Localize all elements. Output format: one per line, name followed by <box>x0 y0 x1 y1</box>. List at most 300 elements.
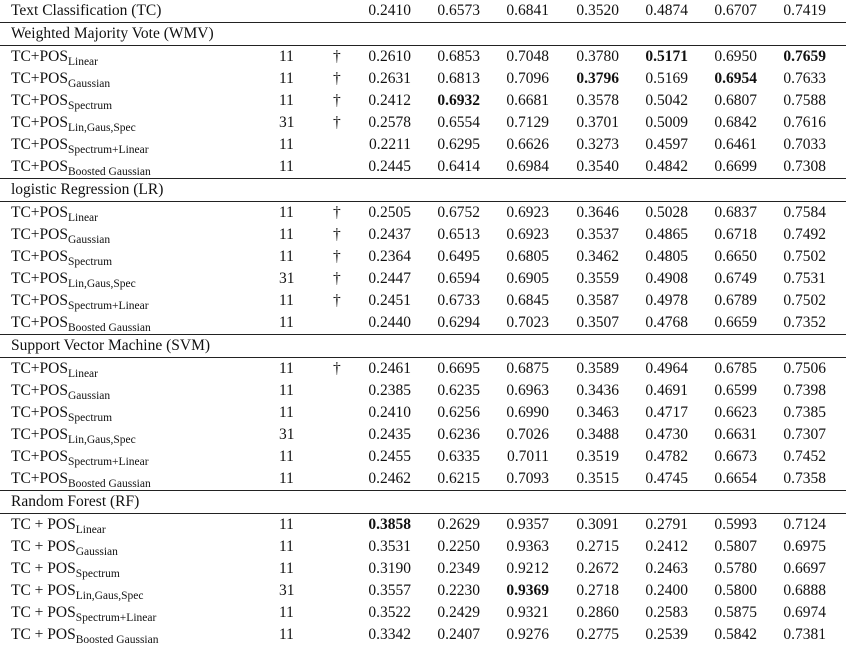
row-padding <box>828 246 846 268</box>
metric-cell: 0.6554 <box>437 114 480 131</box>
row-label <box>0 90 279 112</box>
table-row <box>0 536 846 558</box>
metric-cell: 0.6923 <box>506 226 549 243</box>
metric-cell: 0.2860 <box>576 604 619 621</box>
metric-cell: 0.3796 <box>576 70 619 87</box>
metric-cell: 0.7616 <box>783 114 826 131</box>
row-label <box>0 156 279 179</box>
metric-cell: 0.6681 <box>506 92 549 109</box>
metric-cell: 0.9357 <box>506 516 549 533</box>
metric-cell: 0.2451 <box>368 292 411 309</box>
row-label-subscript: Linear <box>67 368 98 380</box>
metric-cell: 0.7096 <box>506 70 549 87</box>
metric-cell: 0.2539 <box>645 626 688 643</box>
row-label-prefix: TC+POS <box>11 292 68 309</box>
metric-cell: 0.4805 <box>645 248 688 265</box>
metric-cell: 0.6654 <box>714 470 757 487</box>
metric-cell: 0.4865 <box>645 226 688 243</box>
metric-cell: 0.4874 <box>645 2 688 19</box>
metric-cell: 0.6461 <box>714 136 757 153</box>
row-label <box>0 202 279 225</box>
metric-cell: 0.5875 <box>714 604 757 621</box>
metric-cell: 0.6718 <box>714 226 757 243</box>
metric-cell: 0.2629 <box>437 516 480 533</box>
row-padding <box>828 156 846 179</box>
significance-marker <box>333 514 360 537</box>
row-label-prefix: TC+POS <box>11 382 68 399</box>
metric-cell: 0.6294 <box>437 314 480 331</box>
row-padding <box>828 290 846 312</box>
row-label <box>0 0 279 23</box>
significance-marker <box>333 134 360 156</box>
table-row <box>0 68 846 90</box>
significance-marker <box>333 156 360 179</box>
metric-cell: 0.7129 <box>506 114 549 131</box>
row-label-prefix: TC+POS <box>11 70 68 87</box>
metric-cell: 0.4978 <box>645 292 688 309</box>
row-padding <box>828 358 846 381</box>
param-count-cell: 11 <box>279 560 294 577</box>
table-row <box>0 424 846 446</box>
row-label-prefix: TC + POS <box>11 582 76 599</box>
metric-cell: 0.2505 <box>368 204 411 221</box>
metric-cell: 0.3578 <box>576 92 619 109</box>
param-count-cell <box>279 0 333 23</box>
row-label-subscript: Boosted Gaussian <box>67 166 151 178</box>
metric-cell: 0.6807 <box>714 92 757 109</box>
row-label <box>0 68 279 90</box>
metric-cell: 0.6875 <box>506 360 549 377</box>
param-count-cell: 11 <box>279 136 294 153</box>
metric-cell: 0.7659 <box>783 48 826 65</box>
metric-cell: 0.7124 <box>783 516 826 533</box>
param-count-cell: 11 <box>279 516 294 533</box>
metric-cell: 0.6950 <box>714 48 757 65</box>
metric-cell: 0.6215 <box>437 470 480 487</box>
metric-cell: 0.7398 <box>783 382 826 399</box>
metric-cell: 0.2631 <box>368 70 411 87</box>
row-padding <box>828 602 846 624</box>
row-padding <box>828 46 846 69</box>
param-count-cell: 11 <box>279 158 294 175</box>
row-label-subscript: Linear <box>75 524 106 536</box>
metric-cell: 0.6805 <box>506 248 549 265</box>
metric-cell: 0.4842 <box>645 158 688 175</box>
row-label-prefix: TC+POS <box>11 158 68 175</box>
row-label-prefix: TC+POS <box>11 48 68 65</box>
metric-cell: 0.6963 <box>506 382 549 399</box>
significance-marker: † <box>333 204 341 221</box>
row-label <box>0 312 279 335</box>
table-row <box>0 134 846 156</box>
metric-cell: 0.4964 <box>645 360 688 377</box>
metric-cell: 0.2435 <box>368 426 411 443</box>
row-label-subscript: Spectrum <box>67 100 113 112</box>
metric-cell: 0.7584 <box>783 204 826 221</box>
metric-cell: 0.6573 <box>437 2 480 19</box>
metric-cell: 0.6932 <box>437 92 480 109</box>
metric-cell: 0.2462 <box>368 470 411 487</box>
metric-cell: 0.3091 <box>576 516 619 533</box>
row-padding <box>828 68 846 90</box>
metric-cell: 0.4691 <box>645 382 688 399</box>
metric-cell: 0.2447 <box>368 270 411 287</box>
row-label-prefix: TC+POS <box>11 470 68 487</box>
metric-cell: 0.5842 <box>714 626 757 643</box>
metric-cell: 0.7502 <box>783 292 826 309</box>
row-label-prefix: TC+POS <box>11 248 68 265</box>
row-label-subscript: Gaussian <box>67 390 111 402</box>
metric-cell: 0.9212 <box>506 560 549 577</box>
row-label <box>0 624 279 646</box>
param-count-cell: 11 <box>279 404 294 421</box>
metric-cell: 0.2440 <box>368 314 411 331</box>
metric-cell: 0.2410 <box>368 404 411 421</box>
param-count-cell: 11 <box>279 70 294 87</box>
row-padding <box>828 90 846 112</box>
metric-cell: 0.2407 <box>437 626 480 643</box>
metric-cell: 0.6974 <box>783 604 826 621</box>
table-row <box>0 580 846 602</box>
metric-cell: 0.6626 <box>506 136 549 153</box>
metric-cell: 0.6335 <box>437 448 480 465</box>
row-label <box>0 46 279 69</box>
row-label-prefix: TC+POS <box>11 204 68 221</box>
table-row <box>0 312 846 335</box>
metric-cell: 0.6599 <box>714 382 757 399</box>
param-count-cell: 11 <box>279 360 294 377</box>
significance-marker: † <box>333 270 341 287</box>
significance-marker <box>333 312 360 335</box>
metric-cell: 0.7358 <box>783 470 826 487</box>
row-label-prefix: TC + POS <box>11 538 76 555</box>
significance-marker <box>333 402 360 424</box>
row-padding <box>828 134 846 156</box>
metric-cell: 0.6623 <box>714 404 757 421</box>
metric-cell: 0.6888 <box>783 582 826 599</box>
significance-marker <box>333 558 360 580</box>
section-title: Support Vector Machine (SVM) <box>0 335 846 358</box>
param-count-cell: 11 <box>279 448 294 465</box>
metric-cell: 0.6495 <box>437 248 480 265</box>
param-count-cell: 11 <box>279 382 294 399</box>
row-label-subscript: Boosted Gaussian <box>67 322 151 334</box>
row-label <box>0 290 279 312</box>
row-label-subscript: Lin,Gaus,Spec <box>67 122 136 134</box>
row-padding <box>828 268 846 290</box>
metric-cell: 0.6752 <box>437 204 480 221</box>
row-padding <box>828 424 846 446</box>
row-label-prefix: TC + POS <box>11 516 76 533</box>
metric-cell: 0.7308 <box>783 158 826 175</box>
param-count-cell: 11 <box>279 292 294 309</box>
row-label <box>0 580 279 602</box>
metric-cell: 0.6697 <box>783 560 826 577</box>
row-label-subscript: Spectrum <box>67 256 113 268</box>
metric-cell: 0.2775 <box>576 626 619 643</box>
significance-marker: † <box>333 226 341 243</box>
metric-cell: 0.9369 <box>506 582 549 599</box>
section-title: Weighted Majority Vote (WMV) <box>0 23 846 46</box>
table-row <box>0 156 846 179</box>
table-row <box>0 402 846 424</box>
significance-marker <box>333 624 360 646</box>
metric-cell: 0.6845 <box>506 292 549 309</box>
row-label-prefix: TC+POS <box>11 360 68 377</box>
metric-cell: 0.7033 <box>783 136 826 153</box>
metric-cell: 0.2791 <box>645 516 688 533</box>
param-count-cell: 11 <box>279 314 294 331</box>
row-label <box>0 602 279 624</box>
row-padding <box>828 202 846 225</box>
metric-cell: 0.2461 <box>368 360 411 377</box>
section-header-row <box>0 23 846 46</box>
row-label-subscript: Spectrum+Linear <box>67 144 149 156</box>
metric-cell: 0.2412 <box>368 92 411 109</box>
row-padding <box>828 536 846 558</box>
metric-cell: 0.2455 <box>368 448 411 465</box>
metric-cell: 0.7093 <box>506 470 549 487</box>
metric-cell: 0.2364 <box>368 248 411 265</box>
metric-cell: 0.3436 <box>576 382 619 399</box>
metric-cell: 0.7633 <box>783 70 826 87</box>
row-padding <box>828 224 846 246</box>
metric-cell: 0.3780 <box>576 48 619 65</box>
metric-cell: 0.5780 <box>714 560 757 577</box>
row-label <box>0 358 279 381</box>
metric-cell: 0.6749 <box>714 270 757 287</box>
row-label <box>0 112 279 134</box>
param-count-cell: 11 <box>279 626 294 643</box>
metric-cell: 0.7531 <box>783 270 826 287</box>
metric-cell: 0.6954 <box>714 70 757 87</box>
significance-marker: † <box>333 48 341 65</box>
metric-cell: 0.6650 <box>714 248 757 265</box>
param-count-cell: 11 <box>279 248 294 265</box>
significance-marker <box>333 602 360 624</box>
metric-cell: 0.6236 <box>437 426 480 443</box>
metric-cell: 0.3520 <box>576 2 619 19</box>
metric-cell: 0.6513 <box>437 226 480 243</box>
row-padding <box>828 580 846 602</box>
row-label-prefix: TC + POS <box>11 604 76 621</box>
metric-cell: 0.2437 <box>368 226 411 243</box>
metric-cell: 0.3488 <box>576 426 619 443</box>
row-label-prefix: TC+POS <box>11 314 68 331</box>
metric-cell: 0.2429 <box>437 604 480 621</box>
row-label-subscript: Spectrum+Linear <box>75 612 157 624</box>
row-padding <box>828 0 846 23</box>
row-label-subscript: Gaussian <box>67 78 111 90</box>
significance-marker <box>333 536 360 558</box>
metric-cell: 0.7588 <box>783 92 826 109</box>
row-label-prefix: TC+POS <box>11 114 68 131</box>
metric-cell: 0.6594 <box>437 270 480 287</box>
metric-cell: 0.9363 <box>506 538 549 555</box>
metric-cell: 0.6659 <box>714 314 757 331</box>
metric-cell: 0.3559 <box>576 270 619 287</box>
row-label-prefix: TC+POS <box>11 270 68 287</box>
metric-cell: 0.7419 <box>783 2 826 19</box>
significance-marker: † <box>333 114 341 131</box>
metric-cell: 0.3462 <box>576 248 619 265</box>
metric-cell: 0.4597 <box>645 136 688 153</box>
metric-cell: 0.5042 <box>645 92 688 109</box>
section-header-row <box>0 179 846 202</box>
significance-marker <box>333 446 360 468</box>
metric-cell: 0.6841 <box>506 2 549 19</box>
metric-cell: 0.2410 <box>368 2 411 19</box>
row-label-prefix: TC+POS <box>11 92 68 109</box>
metric-cell: 0.2578 <box>368 114 411 131</box>
metric-cell: 0.3589 <box>576 360 619 377</box>
param-count-cell: 31 <box>279 582 295 599</box>
row-padding <box>828 558 846 580</box>
metric-cell: 0.6695 <box>437 360 480 377</box>
param-count-cell: 11 <box>279 538 294 555</box>
param-count-cell: 11 <box>279 204 294 221</box>
significance-marker <box>333 380 360 402</box>
metric-cell: 0.7502 <box>783 248 826 265</box>
row-label <box>0 380 279 402</box>
row-label-prefix: TC + POS <box>11 626 76 643</box>
metric-cell: 0.6813 <box>437 70 480 87</box>
metric-cell: 0.2250 <box>437 538 480 555</box>
metric-cell: 0.6235 <box>437 382 480 399</box>
row-label <box>0 446 279 468</box>
table-row <box>0 558 846 580</box>
row-label-subscript: Spectrum+Linear <box>67 300 149 312</box>
row-label <box>0 558 279 580</box>
table-row <box>0 380 846 402</box>
param-count-cell: 11 <box>279 604 294 621</box>
metric-cell: 0.5800 <box>714 582 757 599</box>
metric-cell: 0.7307 <box>783 426 826 443</box>
metric-cell: 0.4730 <box>645 426 688 443</box>
metric-cell: 0.7381 <box>783 626 826 643</box>
param-count-cell: 31 <box>279 270 295 287</box>
metric-cell: 0.5993 <box>714 516 757 533</box>
row-label-subscript: Linear <box>67 56 98 68</box>
metric-cell: 0.3646 <box>576 204 619 221</box>
metric-cell: 0.7023 <box>506 314 549 331</box>
row-label-subscript: Linear <box>67 212 98 224</box>
row-label-subscript: Lin,Gaus,Spec <box>75 590 144 602</box>
metric-cell: 0.6853 <box>437 48 480 65</box>
metric-cell: 0.3540 <box>576 158 619 175</box>
metric-cell: 0.6631 <box>714 426 757 443</box>
metric-cell: 0.5807 <box>714 538 757 555</box>
row-label <box>0 402 279 424</box>
metric-cell: 0.2715 <box>576 538 619 555</box>
row-padding <box>828 112 846 134</box>
metric-cell: 0.2230 <box>437 582 480 599</box>
row-label-subscript: Gaussian <box>75 546 118 558</box>
metric-cell: 0.6785 <box>714 360 757 377</box>
significance-marker: † <box>333 248 341 265</box>
table-row <box>0 514 846 537</box>
row-padding <box>828 468 846 491</box>
section-header-row <box>0 335 846 358</box>
table-row <box>0 0 846 23</box>
row-label-prefix: TC+POS <box>11 226 68 243</box>
table-row <box>0 202 846 225</box>
section-header-row <box>0 491 846 514</box>
metric-cell: 0.9276 <box>506 626 549 643</box>
metric-cell: 0.7011 <box>506 448 549 465</box>
table-row <box>0 46 846 69</box>
param-count-cell: 11 <box>279 48 294 65</box>
table-row <box>0 624 846 646</box>
metric-cell: 0.5169 <box>645 70 688 87</box>
metric-cell: 0.6837 <box>714 204 757 221</box>
row-label-prefix: TC + POS <box>11 560 76 577</box>
row-label-prefix: Text Classification (TC) <box>11 2 162 19</box>
metric-cell: 0.3587 <box>576 292 619 309</box>
metric-cell: 0.6984 <box>506 158 549 175</box>
metric-cell: 0.6733 <box>437 292 480 309</box>
row-label-prefix: TC+POS <box>11 136 68 153</box>
metric-cell: 0.6789 <box>714 292 757 309</box>
param-count-cell: 31 <box>279 114 295 131</box>
metric-cell: 0.3515 <box>576 470 619 487</box>
metric-cell: 0.6699 <box>714 158 757 175</box>
row-label <box>0 246 279 268</box>
metric-cell: 0.6707 <box>714 2 757 19</box>
row-label-subscript: Boosted Gaussian <box>67 478 151 490</box>
metric-cell: 0.6295 <box>437 136 480 153</box>
metric-cell: 0.6923 <box>506 204 549 221</box>
metric-cell: 0.7506 <box>783 360 826 377</box>
significance-marker: † <box>333 70 341 87</box>
row-label-subscript: Boosted Gaussian <box>75 634 159 646</box>
metric-cell: 0.6414 <box>437 158 480 175</box>
metric-cell: 0.6842 <box>714 114 757 131</box>
metric-cell: 0.2211 <box>368 136 411 153</box>
significance-marker: † <box>333 92 341 109</box>
metric-cell: 0.3537 <box>576 226 619 243</box>
metric-cell: 0.2445 <box>368 158 411 175</box>
significance-marker: † <box>333 360 341 377</box>
row-label <box>0 514 279 537</box>
row-padding <box>828 446 846 468</box>
row-padding <box>828 402 846 424</box>
row-label <box>0 224 279 246</box>
metric-cell: 0.4908 <box>645 270 688 287</box>
metric-cell: 0.2610 <box>368 48 411 65</box>
table-row <box>0 602 846 624</box>
significance-marker: † <box>333 292 341 309</box>
table-row <box>0 358 846 381</box>
metric-cell: 0.2349 <box>437 560 480 577</box>
row-label-prefix: TC+POS <box>11 426 68 443</box>
row-label-subscript: Spectrum <box>67 412 113 424</box>
metric-cell: 0.6905 <box>506 270 549 287</box>
table-row <box>0 468 846 491</box>
row-label-subscript: Spectrum <box>75 568 120 580</box>
metric-cell: 0.6990 <box>506 404 549 421</box>
param-count-cell: 11 <box>279 470 294 487</box>
section-title: Random Forest (RF) <box>0 491 846 514</box>
row-label-subscript: Spectrum+Linear <box>67 456 149 468</box>
metric-cell: 0.3858 <box>368 516 411 533</box>
row-label-subscript: Gaussian <box>67 234 111 246</box>
metric-cell: 0.3519 <box>576 448 619 465</box>
table-row <box>0 246 846 268</box>
table-row <box>0 90 846 112</box>
metric-cell: 0.2412 <box>645 538 688 555</box>
metric-cell: 0.6256 <box>437 404 480 421</box>
